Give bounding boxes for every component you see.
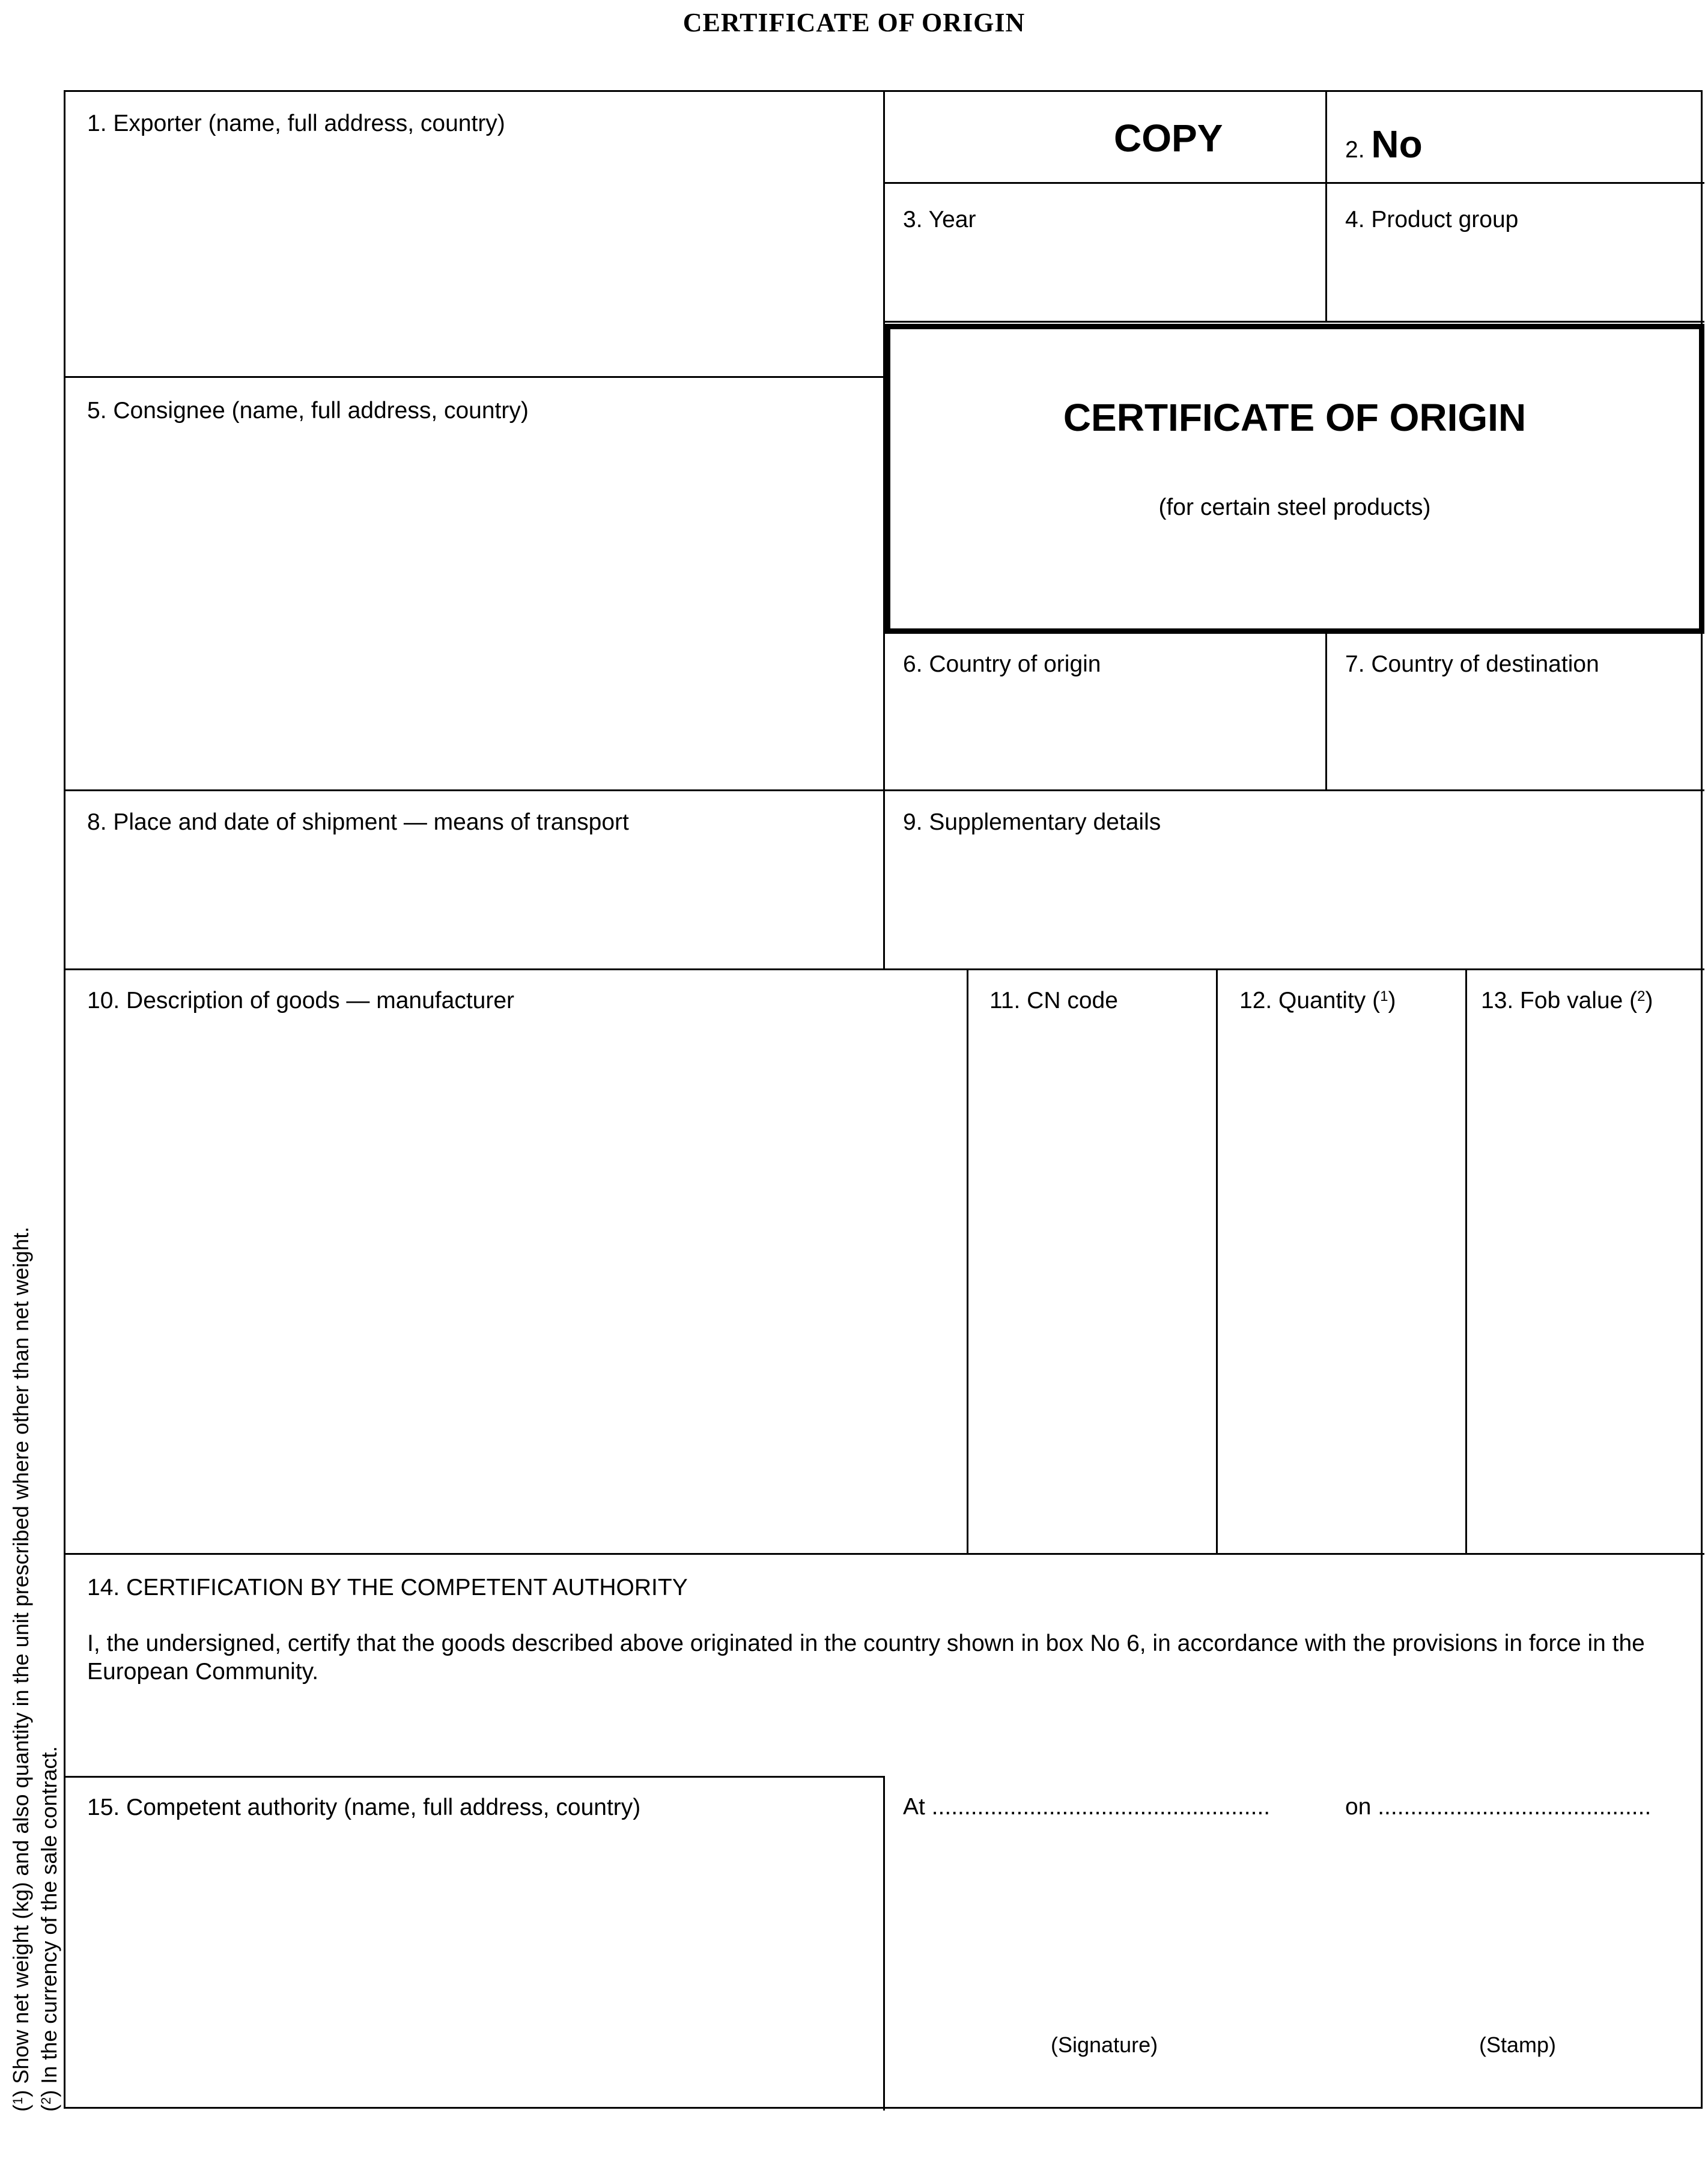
divider — [1325, 634, 1327, 789]
fob-value-label — [1481, 987, 1653, 1015]
footnotes — [7, 598, 70, 2112]
divider — [1216, 968, 1218, 1553]
competent-authority-label: 15. Competent authority (name, full address, country) — [87, 1795, 641, 1820]
certificate-title: CERTIFICATE OF ORIGIN — [1063, 396, 1527, 439]
consignee-label: 5. Consignee (name, full address, country) — [87, 398, 529, 424]
footnote-ref: 2 — [1637, 988, 1646, 1004]
date-field: on .......................................... — [1345, 1794, 1652, 1820]
country-of-origin-label: 6. Country of origin — [903, 651, 1101, 677]
footnote-text: ) Show net weight (kg) and also quantity in the unit prescribed where other than net weight. — [8, 1226, 33, 2097]
footnote-1: ($^1$) Show net weight (kg) and also quantity in the unit prescribed where other than net weight. — [8, 1226, 33, 2112]
number-prefix: 2. — [1345, 137, 1365, 163]
divider — [967, 968, 968, 1553]
exporter-label: 1. Exporter (name, full address, country) — [87, 111, 505, 136]
country-of-destination-label: 7. Country of destination — [1345, 651, 1599, 677]
close-paren: ) — [1388, 988, 1396, 1014]
footnote-2: ($^2$) In the currency of the sale contract. — [36, 1746, 61, 2112]
divider — [885, 321, 1704, 323]
number-label — [1345, 122, 1423, 166]
description-of-goods-label: 10. Description of goods — manufacturer — [87, 988, 515, 1014]
footnote-number: 1 — [10, 2097, 25, 2105]
certificate-form — [64, 90, 1703, 2109]
divider — [1465, 968, 1467, 1553]
footnote-number: 2 — [38, 2097, 53, 2105]
certification-text: I, the undersigned, certify that the goods described above originated in the country shown in box No 6, in accordance with the provisions in force in the European Community. — [87, 1630, 1645, 1685]
divider — [65, 1553, 1704, 1555]
signature-label: (Signature) — [1051, 2032, 1158, 2057]
quantity-label — [1239, 987, 1396, 1015]
divider — [65, 1776, 885, 1778]
divider — [883, 1776, 885, 2111]
divider — [65, 789, 1704, 791]
product-group-label: 4. Product group — [1345, 207, 1519, 232]
supplementary-details-label: 9. Supplementary details — [903, 809, 1161, 835]
footnote-ref: 1 — [1380, 988, 1388, 1004]
fob-text: 13. Fob value ( — [1481, 988, 1638, 1014]
close-paren: ) — [1645, 988, 1653, 1014]
cn-code-label: 11. CN code — [989, 988, 1118, 1014]
divider — [65, 376, 885, 378]
stamp-label: (Stamp) — [1479, 2032, 1557, 2057]
certification-heading: 14. CERTIFICATION BY THE COMPETENT AUTHORITY — [87, 1575, 688, 1600]
number-word: No — [1371, 123, 1423, 166]
divider — [65, 968, 1704, 970]
divider — [885, 182, 1704, 184]
copy-label: COPY — [1114, 117, 1223, 160]
divider — [1325, 92, 1327, 323]
footnote-text: ) In the currency of the sale contract. — [36, 1746, 61, 2097]
certificate-title-box — [885, 324, 1704, 634]
page-title: CERTIFICATE OF ORIGIN — [682, 8, 1026, 37]
place-field: At .................................................... — [903, 1794, 1271, 1820]
place-date-shipment-label: 8. Place and date of shipment — means of transport — [87, 809, 629, 835]
year-label: 3. Year — [903, 207, 976, 232]
certificate-subtitle: (for certain steel products) — [1158, 494, 1431, 520]
quantity-text: 12. Quantity ( — [1239, 988, 1381, 1014]
